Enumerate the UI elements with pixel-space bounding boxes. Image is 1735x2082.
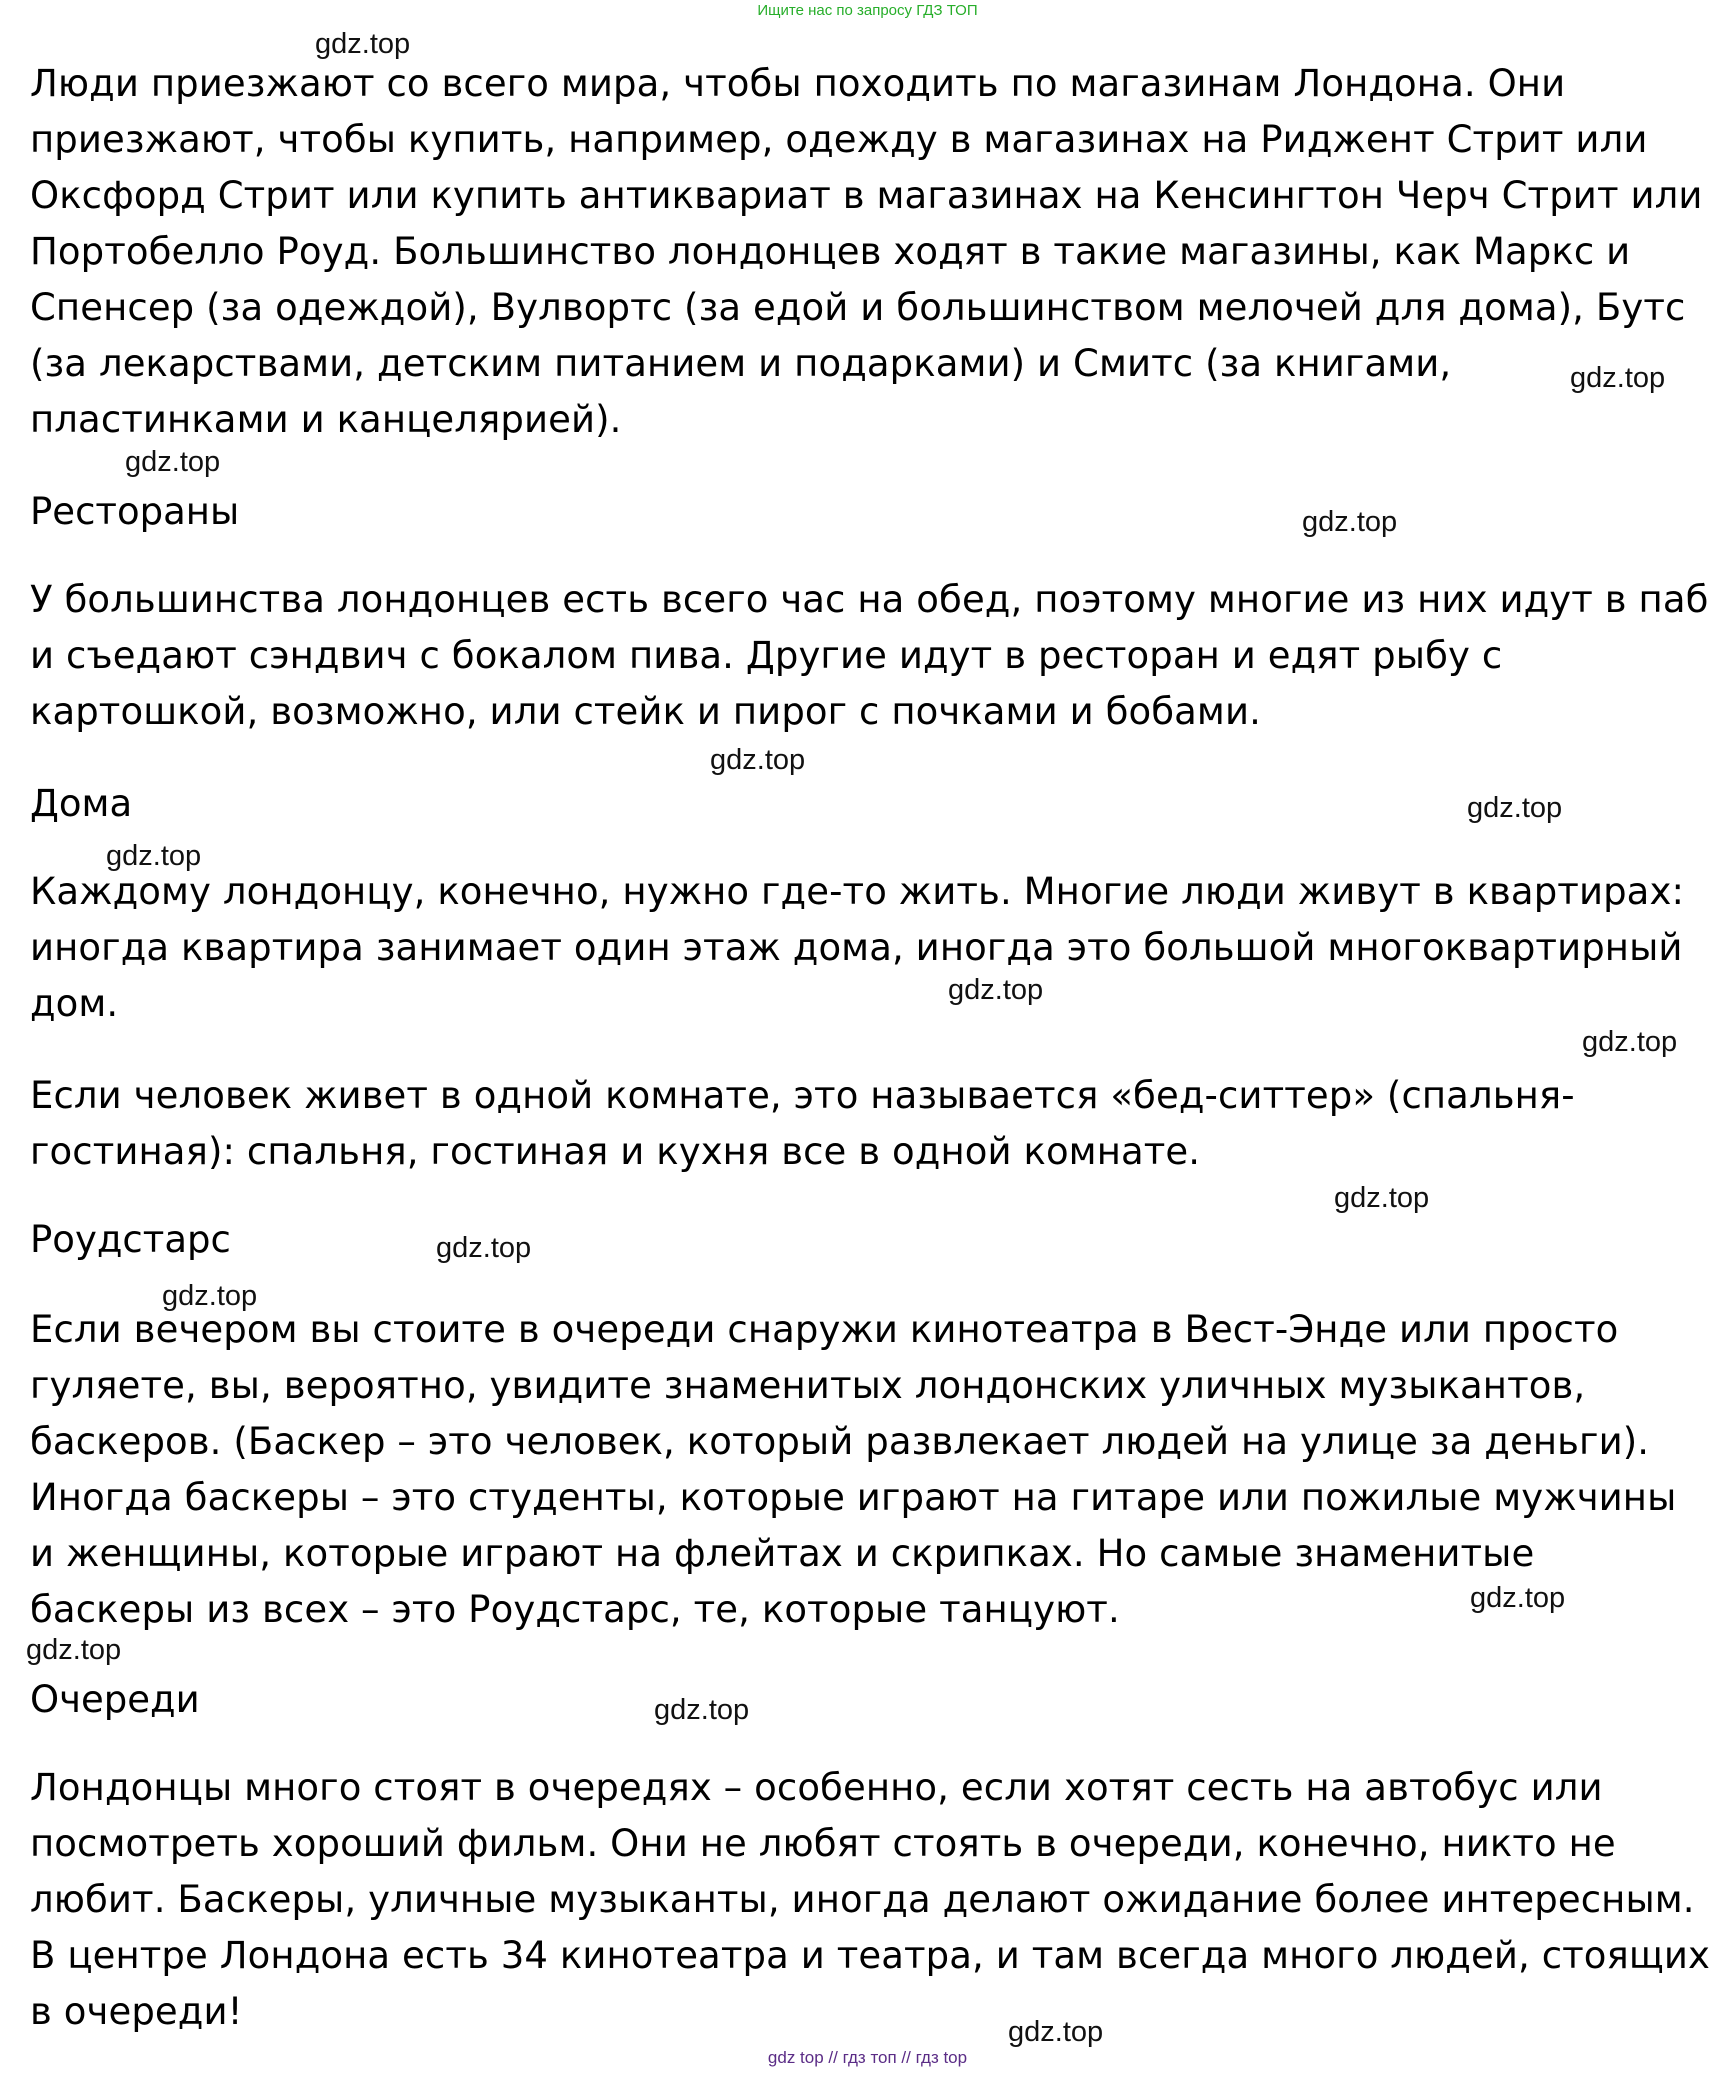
- watermark: gdz.top: [710, 744, 806, 776]
- watermark: gdz.top: [1008, 2016, 1104, 2048]
- heading-roadstars: Роудстарс: [30, 1218, 231, 1261]
- watermark: gdz.top: [654, 1694, 750, 1726]
- watermark: gdz.top: [125, 446, 221, 478]
- paragraph-homes: Каждому лондонцу, конечно, нужно где-то жить. Многие люди живут в квартирах: иногда квартира занимает один этаж дома, иногда это большой многоквартирный дом.: [30, 870, 1685, 1025]
- heading-homes: Дома: [30, 782, 133, 825]
- heading-restaurants: Рестораны: [30, 490, 240, 533]
- paragraph-roadstars: Если вечером вы стоите в очереди снаружи кинотеатра в Вест-Энде или просто гуляете, вы, вероятно, увидите знаменитых лондонских уличных музыкантов, баскеров. (Баскер – это человек, который развлекает людей на улице за деньги). Иногда баскеры – это студенты, которые играют на гитаре или пожилые мужчины и женщины, которые играют на флейтах и скрипках. Но самые знаменитые баскеры из всех – это Роудстарс, те, которые танцуют.: [30, 1308, 1677, 1631]
- watermark: gdz.top: [1302, 506, 1398, 538]
- watermark: gdz.top: [26, 1634, 122, 1666]
- paragraph-queues: Лондонцы много стоят в очередях – особенно, если хотят сесть на автобус или посмотреть хороший фильм. Они не любят стоять в очереди, конечно, никто не любит. Баскеры, уличные музыканты, иногда делают ожидание более интересным. В центре Лондона есть 34 кинотеатра и театра, и там всегда много людей, стоящих в очереди!: [30, 1766, 1710, 2033]
- heading-queues: Очереди: [30, 1678, 200, 1721]
- watermark: gdz.top: [1570, 362, 1666, 394]
- watermark: gdz.top: [162, 1280, 258, 1312]
- watermark: gdz.top: [106, 840, 202, 872]
- watermark: gdz.top: [1467, 792, 1563, 824]
- paragraph-shops: Люди приезжают со всего мира, чтобы походить по магазинам Лондона. Они приезжают, чтобы купить, например, одежду в магазинах на Риджент Стрит или Оксфорд Стрит или купить антиквариат в магазинах на Кенсингтон Черч Стрит или Портобелло Роуд. Большинство лондонцев ходят в такие магазины, как Маркс и Спенсер (за одеждой), Вулвортс (за едой и большинством мелочей для дома), Бутс (за лекарствами, детским питанием и подарками) и Смитс (за книгами, пластинками и канцелярией).: [30, 62, 1703, 441]
- paragraph-bedsitter: Если человек живет в одной комнате, это называется «бед-ситтер» (спальня-гостиная): спальня, гостиная и кухня все в одной комнате.: [30, 1074, 1575, 1173]
- footer-watermark: gdz top // гдз топ // гдз top: [767, 2048, 968, 2067]
- watermark: gdz.top: [436, 1232, 532, 1264]
- watermark: gdz.top: [1334, 1182, 1430, 1214]
- watermark: gdz.top: [1582, 1026, 1678, 1058]
- watermark: gdz.top: [1470, 1582, 1566, 1614]
- top-banner: Ищите нас по запросу ГДЗ ТОП: [757, 2, 978, 19]
- watermark: gdz.top: [948, 974, 1044, 1006]
- watermark: gdz.top: [315, 28, 411, 60]
- paragraph-restaurants: У большинства лондонцев есть всего час на обед, поэтому многие из них идут в паб и съедают сэндвич с бокалом пива. Другие идут в ресторан и едят рыбу с картошкой, возможно, или стейк и пирог с почками и бобами.: [30, 578, 1709, 733]
